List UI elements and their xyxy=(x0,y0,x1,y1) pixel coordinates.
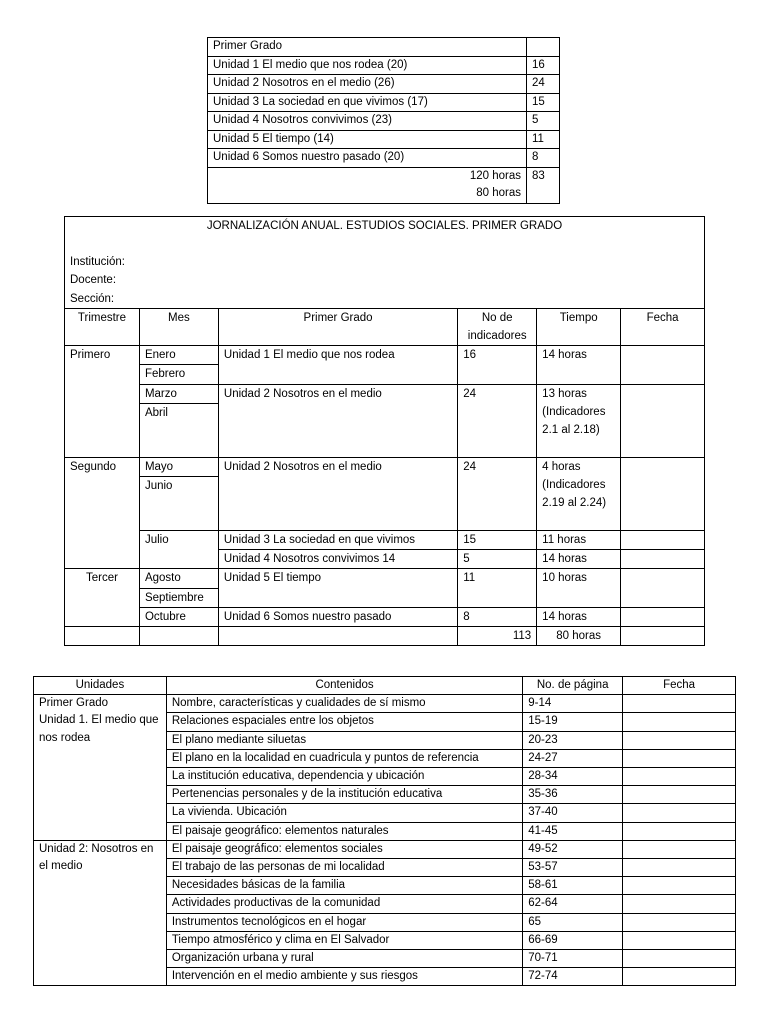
table-row xyxy=(208,149,560,168)
mes-cell: Mayo xyxy=(139,457,218,476)
content-cell: Actividades productivas de la comunidad xyxy=(166,895,522,913)
mes-cell: Agosto xyxy=(139,569,218,588)
ind-cell: 15 xyxy=(458,531,537,550)
content-cell: Relaciones espaciales entre los objetos xyxy=(166,713,522,731)
total-ind: 113 xyxy=(458,627,537,646)
page-cell: 65 xyxy=(523,913,623,931)
ind-cell: 24 xyxy=(458,457,537,530)
unit-1-line1: Primer Grado xyxy=(39,697,109,710)
plan-header-cell xyxy=(65,217,705,309)
summary-total-hours xyxy=(208,167,527,203)
col-fecha: Fecha xyxy=(623,677,736,695)
col-tiempo: Tiempo xyxy=(537,308,621,345)
unit-cell: Unidad 2 Nosotros en el medio xyxy=(218,457,457,530)
summary-total-value: 83 xyxy=(527,167,560,203)
col-mes: Mes xyxy=(139,308,218,345)
page-cell: 24-27 xyxy=(523,749,623,767)
fecha-cell xyxy=(621,607,705,626)
col-fecha: Fecha xyxy=(621,308,705,345)
mes-cell: Julio xyxy=(139,531,218,569)
content-cell: Tiempo atmosférico y clima en El Salvador xyxy=(166,931,522,949)
time-cell: 10 horas xyxy=(537,569,621,607)
summary-value: 15 xyxy=(527,93,560,112)
summary-label: Unidad 4 Nosotros convivimos (23) xyxy=(208,112,527,131)
table-row xyxy=(208,75,560,94)
summary-label: Unidad 2 Nosotros en el medio (26) xyxy=(208,75,527,94)
trimestre-cell: Tercer xyxy=(65,569,140,627)
content-cell: Pertenencias personales y de la institución educativa xyxy=(166,786,522,804)
content-cell: La vivienda. Ubicación xyxy=(166,804,522,822)
content-cell: El plano en la localidad en cuadricula y puntos de referencia xyxy=(166,749,522,767)
table-header-row xyxy=(34,677,736,695)
page-cell: 37-40 xyxy=(523,804,623,822)
table-row xyxy=(34,695,736,713)
summary-header: Primer Grado xyxy=(208,38,527,57)
summary-table xyxy=(207,37,560,204)
unit-cell: Unidad 3 La sociedad en que vivimos xyxy=(218,531,457,550)
page-cell: 9-14 xyxy=(523,695,623,713)
summary-value: 24 xyxy=(527,75,560,94)
page-cell: 70-71 xyxy=(523,950,623,968)
page-cell: 20-23 xyxy=(523,731,623,749)
mes-cell: Junio xyxy=(139,477,218,531)
summary-value: 16 xyxy=(527,56,560,75)
col-indicadores: No de indicadores xyxy=(458,308,537,345)
total-hours-2: 80 horas xyxy=(476,187,521,199)
fecha-cell xyxy=(621,569,705,607)
unit-cell: Unidad 5 El tiempo xyxy=(218,569,457,607)
table-row xyxy=(208,93,560,112)
content-cell: Necesidades básicas de la familia xyxy=(166,877,522,895)
unit-cell: Unidad 4 Nosotros convivimos 14 xyxy=(218,550,457,569)
content-cell: La institución educativa, dependencia y ubicación xyxy=(166,768,522,786)
col-unidades: Unidades xyxy=(34,677,167,695)
table-row xyxy=(65,217,705,309)
summary-label: Unidad 1 El medio que nos rodea (20) xyxy=(208,56,527,75)
ind-cell: 11 xyxy=(458,569,537,607)
table-row xyxy=(208,167,560,203)
content-cell: Instrumentos tecnológicos en el hogar xyxy=(166,913,522,931)
unit-cell: Unidad 6 Somos nuestro pasado xyxy=(218,607,457,626)
content-cell: Nombre, características y cualidades de sí mismo xyxy=(166,695,522,713)
time-cell: 13 horas (Indicadores 2.1 al 2.18) xyxy=(537,384,621,457)
unit-cell: Unidad 2 Nosotros en el medio xyxy=(218,384,457,457)
time-cell: 11 horas xyxy=(537,531,621,550)
unit-2-cell: Unidad 2: Nosotros en el medio xyxy=(34,840,167,986)
plan-institucion: Institución: xyxy=(70,256,125,269)
content-cell: El paisaje geográfico: elementos sociales xyxy=(166,840,522,858)
fecha-cell xyxy=(621,346,705,384)
plan-title: JORNALIZACIÓN ANUAL. ESTUDIOS SOCIALES. PRIMER GRADO xyxy=(206,220,563,232)
mes-cell: Octubre xyxy=(139,607,218,626)
page-cell: 49-52 xyxy=(523,840,623,858)
time-cell: 14 horas xyxy=(537,550,621,569)
summary-value: 5 xyxy=(527,112,560,131)
plan-docente: Docente: xyxy=(70,274,117,287)
page-cell: 28-34 xyxy=(523,768,623,786)
ind-cell: 16 xyxy=(458,346,537,384)
page-cell: 72-74 xyxy=(523,968,623,986)
page-cell: 41-45 xyxy=(523,822,623,840)
page-cell: 66-69 xyxy=(523,931,623,949)
fecha-cell xyxy=(621,550,705,569)
content-cell: Organización urbana y rural xyxy=(166,950,522,968)
col-grado: Primer Grado xyxy=(218,308,457,345)
table-row xyxy=(34,840,736,858)
content-cell: El plano mediante siluetas xyxy=(166,731,522,749)
mes-cell: Marzo xyxy=(139,384,218,403)
page-cell: 15-19 xyxy=(523,713,623,731)
fecha-cell xyxy=(621,457,705,530)
page-cell: 58-61 xyxy=(523,877,623,895)
total-time: 80 horas xyxy=(537,627,621,646)
table-row xyxy=(65,569,705,588)
table-row xyxy=(65,457,705,476)
table-row xyxy=(65,384,705,403)
total-hours-1: 120 horas xyxy=(469,169,521,182)
table-row xyxy=(208,112,560,131)
col-trimestre: Trimestre xyxy=(65,308,140,345)
page-cell: 53-57 xyxy=(523,859,623,877)
page-cell: 35-36 xyxy=(523,786,623,804)
col-pagina: No. de página xyxy=(523,677,623,695)
time-cell: 4 horas (Indicadores 2.19 al 2.24) xyxy=(537,457,621,530)
table-row xyxy=(65,627,705,646)
ind-cell: 24 xyxy=(458,384,537,457)
plan-seccion: Sección: xyxy=(70,292,115,305)
mes-cell: Febrero xyxy=(139,365,218,384)
table-row xyxy=(208,38,560,57)
table-row xyxy=(65,607,705,626)
table-header-row xyxy=(65,308,705,345)
table-row xyxy=(208,56,560,75)
fecha-cell xyxy=(621,531,705,550)
ind-cell: 5 xyxy=(458,550,537,569)
page-cell: 62-64 xyxy=(523,895,623,913)
time-cell: 14 horas xyxy=(537,607,621,626)
contents-table xyxy=(33,676,736,986)
table-row xyxy=(208,130,560,149)
unit-cell: Unidad 1 El medio que nos rodea xyxy=(218,346,457,384)
content-cell: El paisaje geográfico: elementos naturales xyxy=(166,822,522,840)
unit-1-line2: Unidad 1. El medio que nos rodea xyxy=(39,714,159,744)
summary-label: Unidad 6 Somos nuestro pasado (20) xyxy=(208,149,527,168)
summary-label: Unidad 5 El tiempo (14) xyxy=(208,130,527,149)
trimestre-cell: Primero xyxy=(65,346,140,458)
fecha-cell xyxy=(621,384,705,457)
mes-cell: Abril xyxy=(139,403,218,457)
mes-cell: Enero xyxy=(139,346,218,365)
mes-cell: Septiembre xyxy=(139,588,218,607)
ind-cell: 8 xyxy=(458,607,537,626)
summary-value: 11 xyxy=(527,130,560,149)
col-contenidos: Contenidos xyxy=(166,677,522,695)
summary-value: 8 xyxy=(527,149,560,168)
table-row xyxy=(65,346,705,365)
summary-label: Unidad 3 La sociedad en que vivimos (17) xyxy=(208,93,527,112)
content-cell: El trabajo de las personas de mi localidad xyxy=(166,859,522,877)
unit-1-cell xyxy=(34,695,167,841)
time-cell: 14 horas xyxy=(537,346,621,384)
plan-table xyxy=(64,216,705,646)
trimestre-cell: Segundo xyxy=(65,457,140,569)
content-cell: Intervención en el medio ambiente y sus riesgos xyxy=(166,968,522,986)
